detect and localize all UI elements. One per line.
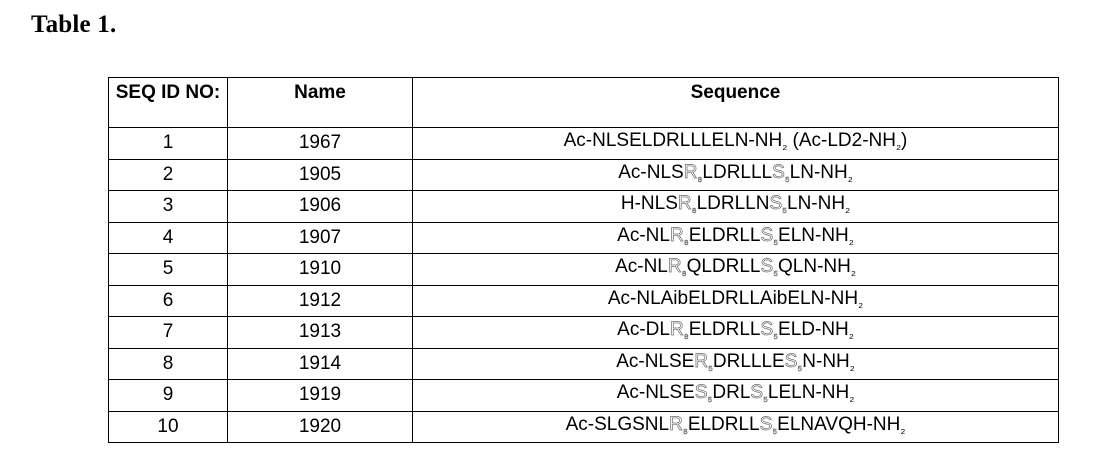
table-row	[109, 159, 1059, 191]
cell-seq-id: 6	[109, 285, 228, 317]
header-name: Name	[228, 78, 413, 128]
table-row	[109, 222, 1059, 254]
cell-seq-id: 9	[109, 380, 228, 412]
cell-sequence: $Ac-NLSR_8LDRLLLS_5LN-NH_{_2}$	[413, 159, 1059, 191]
cell-sequence: $Ac-DLR_8ELDRLLS_5ELD-NH_{_2}$	[413, 317, 1059, 349]
cell-name: 1906	[228, 191, 413, 223]
cell-sequence: $Ac-NLR_8ELDRLLS_5ELN-NH_{_2}$	[413, 222, 1059, 254]
cell-name: 1914	[228, 348, 413, 380]
cell-name: 1912	[228, 285, 413, 317]
cell-seq-id: 3	[109, 191, 228, 223]
cell-name: 1920	[228, 411, 413, 443]
table-row	[109, 380, 1059, 412]
cell-sequence: $Ac-SLGSNLR_8ELDRLLS_5ELNAVQH-NH_{_2}$	[413, 411, 1059, 443]
table-row	[109, 285, 1059, 317]
table-caption: Table 1.	[31, 11, 117, 38]
cell-name: 1905	[228, 159, 413, 191]
table-row	[109, 254, 1059, 286]
cell-sequence: $Ac-NLSER_5DRLLLES_5N-NH_{_2}$	[413, 348, 1059, 380]
cell-sequence: $Ac-NLR_8QLDRLLS_5QLN-NH_{_2}$	[413, 254, 1059, 286]
cell-sequence: $Ac-NLSES_5DRLS_5LELN-NH_{_2}$	[413, 380, 1059, 412]
table-row	[109, 191, 1059, 223]
cell-sequence: $Ac-NLSELDRLLLELN-NH_{_2}$ $(Ac-LD2-NH_{_2})$	[413, 128, 1059, 160]
cell-name: 1910	[228, 254, 413, 286]
table-row	[109, 128, 1059, 160]
cell-sequence: $Ac-NLAibELDRLLAibELN-NH_{_2}$	[413, 285, 1059, 317]
sequence-table	[108, 77, 1059, 443]
cell-name: 1967	[228, 128, 413, 160]
table-row	[109, 411, 1059, 443]
cell-seq-id: 5	[109, 254, 228, 286]
header-sequence: Sequence	[413, 78, 1059, 128]
table-header-row	[109, 78, 1059, 128]
cell-seq-id: 4	[109, 222, 228, 254]
cell-name: 1913	[228, 317, 413, 349]
cell-seq-id: 2	[109, 159, 228, 191]
header-seq-id: SEQ ID NO:	[109, 78, 228, 128]
cell-sequence: $H-NLSR_8LDRLLNS_5LN-NH_{_2}$	[413, 191, 1059, 223]
cell-name: 1907	[228, 222, 413, 254]
cell-seq-id: 1	[109, 128, 228, 160]
cell-seq-id: 8	[109, 348, 228, 380]
cell-seq-id: 10	[109, 411, 228, 443]
table-row	[109, 348, 1059, 380]
cell-seq-id: 7	[109, 317, 228, 349]
table-row	[109, 317, 1059, 349]
cell-name: 1919	[228, 380, 413, 412]
